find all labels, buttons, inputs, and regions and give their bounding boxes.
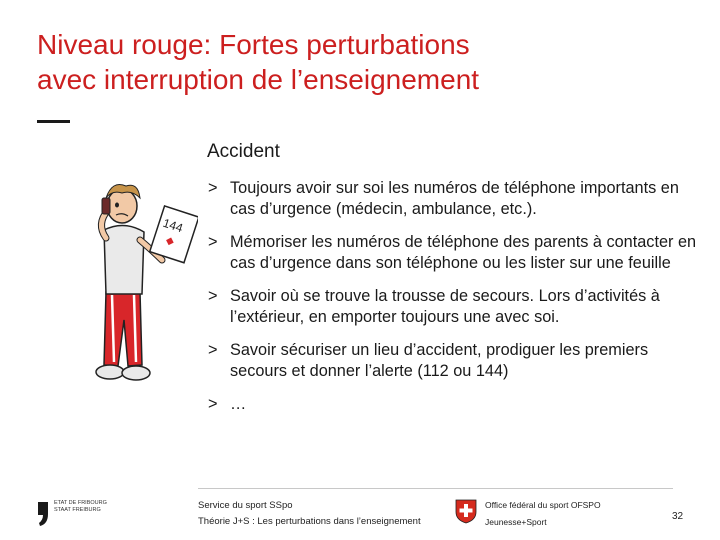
slide-title-line-2: avec interruption de l’enseignement: [37, 64, 480, 95]
canton-name: [54, 500, 107, 514]
page-number: 32: [672, 511, 684, 522]
bullet-text: Savoir où se trouve la trousse de secours. Lors d’activités à l’extérieur, en emporter toujours une avec soi.: [230, 287, 660, 326]
canton-name-line-2: STAAT FREIBURG: [54, 507, 101, 513]
svg-text:144: 144: [161, 215, 185, 236]
canton-name-line-1: ETAT DE FRIBOURG: [54, 500, 107, 506]
bullet-marker: >: [208, 395, 218, 413]
person-on-phone-icon: [68, 180, 198, 390]
slide-title: [37, 27, 697, 97]
slide-content: [207, 140, 697, 427]
footer-info: [198, 498, 421, 530]
bullet-item: [207, 340, 697, 382]
bullet-item: [207, 232, 697, 274]
slide-title-line-1: Niveau rouge: Fortes perturbations: [37, 29, 470, 60]
footer-subtitle: Théorie J+S : Les perturbations dans l’enseignement: [198, 516, 421, 527]
bullet-text: Savoir sécuriser un lieu d’accident, prodiguer les premiers secours et donner l’alerte (112 ou 144): [230, 341, 649, 380]
bullet-item: [207, 178, 697, 220]
program-name: Jeunesse+Sport: [485, 517, 547, 527]
bullet-marker: >: [208, 233, 218, 251]
bullet-text: Mémoriser les numéros de téléphone des parents à contacter en cas d’urgence dans son téléphone ou les lister sur une feuille: [230, 233, 697, 272]
footer-service: Service du sport SSpo: [198, 500, 293, 511]
title-underline: [37, 120, 70, 123]
bullet-item: [207, 286, 697, 328]
bullet-marker: >: [208, 341, 218, 359]
office-name: Office fédéral du sport OFSPO: [485, 500, 601, 510]
bullet-list: [207, 178, 697, 415]
bullet-marker: >: [208, 179, 218, 197]
section-heading: Accident: [207, 141, 280, 162]
bullet-text: …: [230, 395, 247, 413]
bullet-text: Toujours avoir sur soi les numéros de téléphone importants en cas d’urgence (médecin, ambulance, etc.).: [230, 179, 679, 218]
footer-divider: [198, 488, 673, 489]
bullet-item: [207, 394, 697, 415]
swiss-shield-icon: [454, 498, 478, 524]
bullet-marker: >: [208, 287, 218, 305]
